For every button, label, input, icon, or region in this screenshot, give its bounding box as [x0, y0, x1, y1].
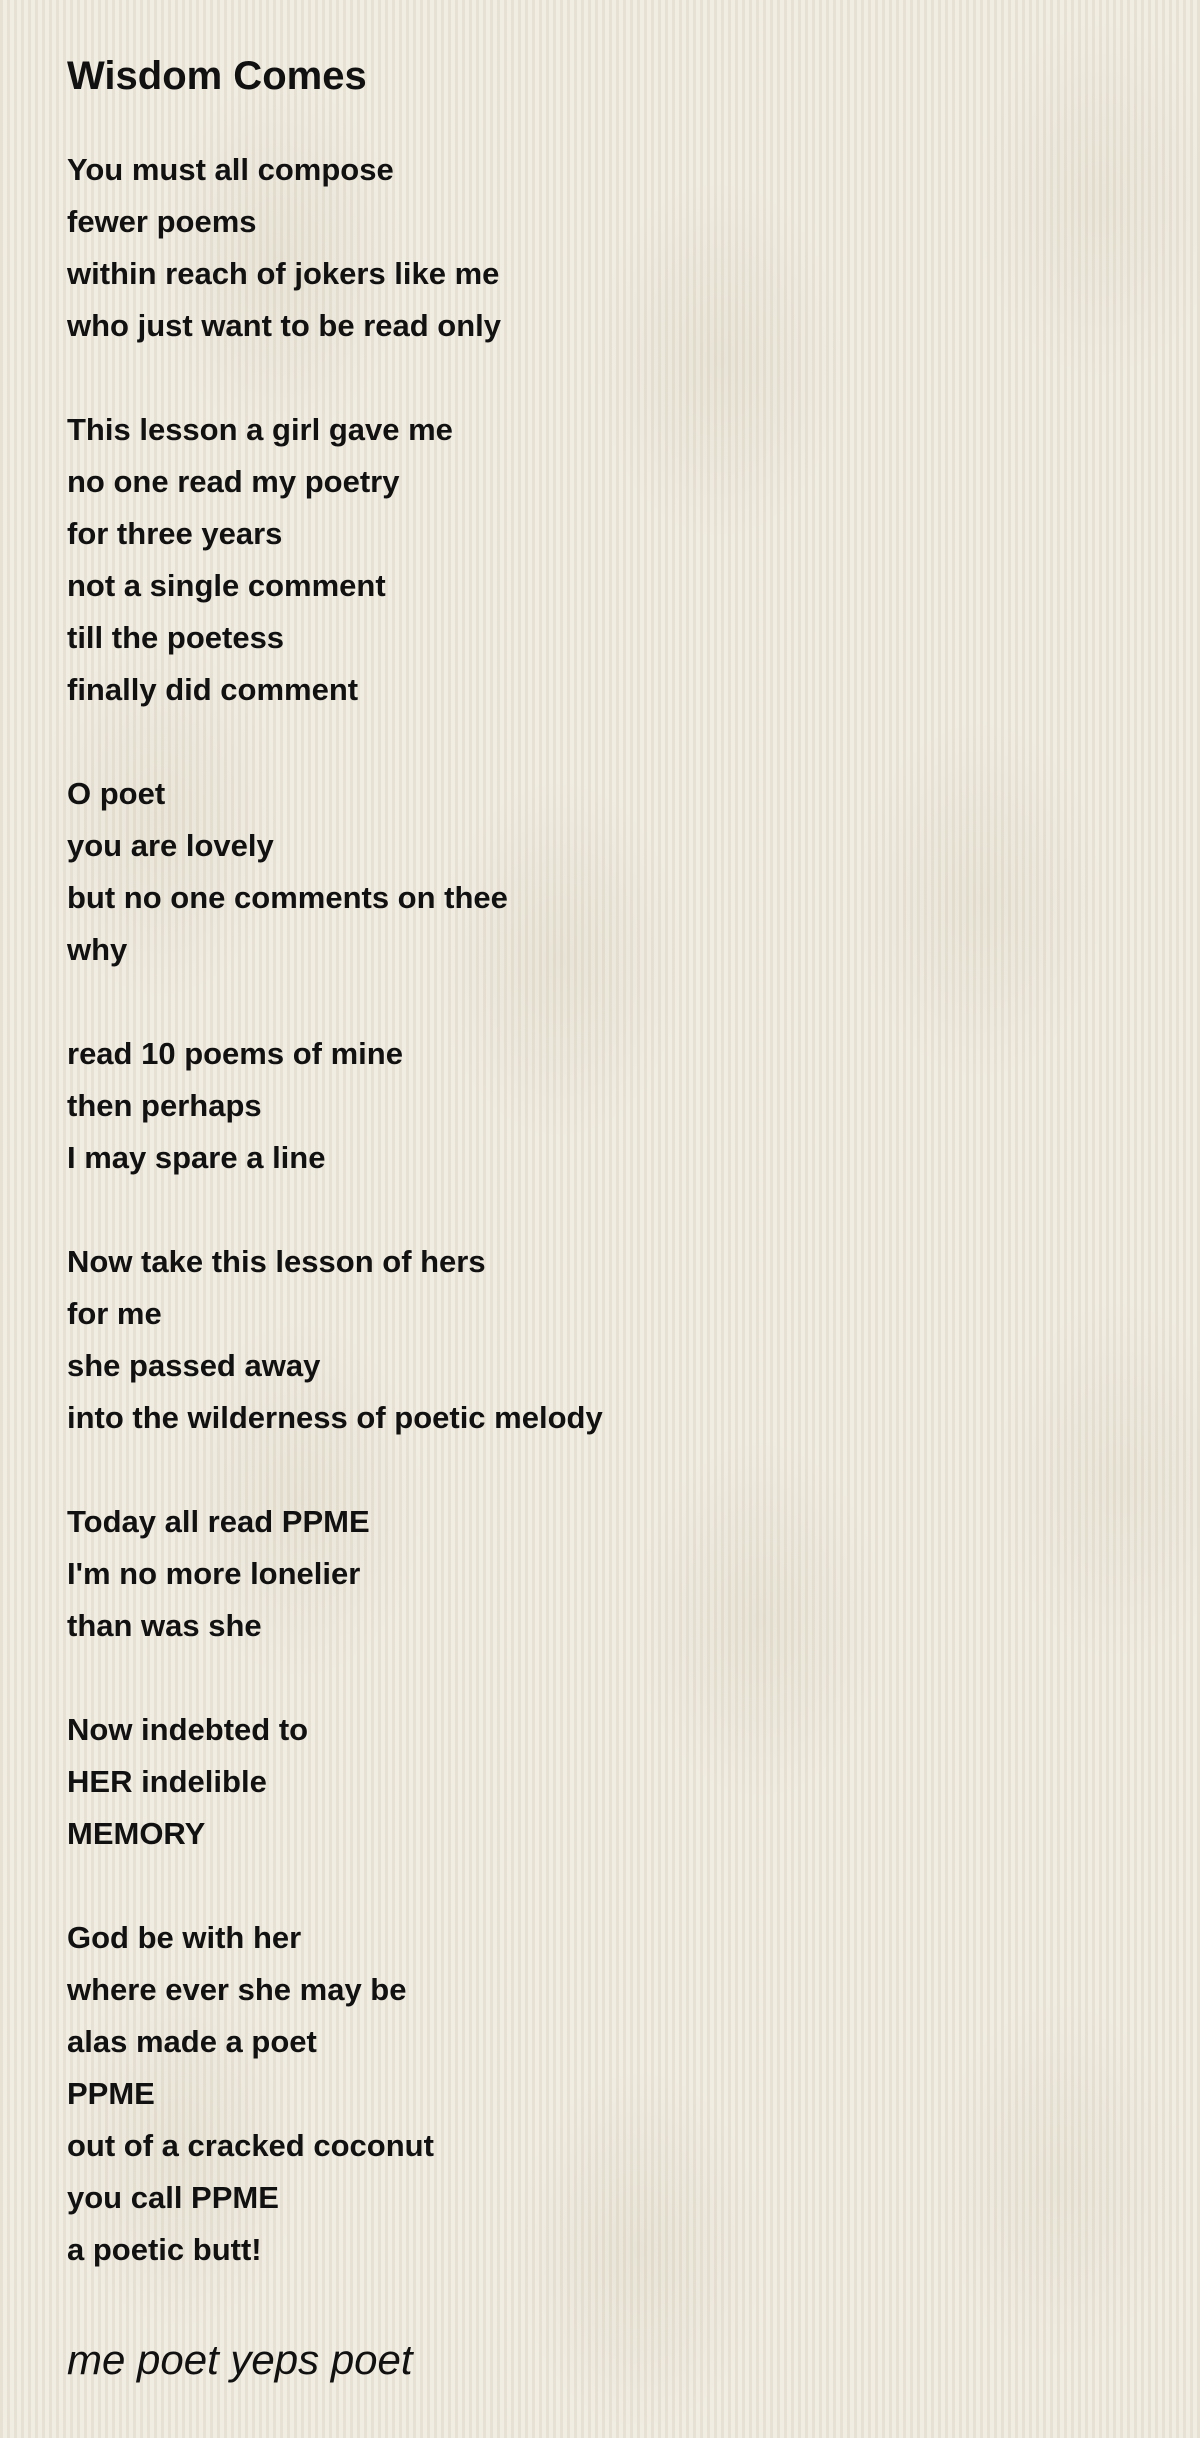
poem-stanza — [67, 404, 603, 716]
poem-line: for three years — [67, 516, 283, 551]
poem-line: you are lovely — [67, 828, 274, 863]
poem-title: Wisdom Comes — [67, 54, 367, 98]
poem-line: within reach of jokers like me — [67, 256, 500, 291]
poem-stanza — [67, 1236, 603, 1444]
poem-line: a poetic butt! — [67, 2232, 262, 2267]
poem-line: who just want to be read only — [67, 308, 502, 343]
poem-container — [67, 48, 1147, 2267]
poem-line: where ever she may be — [67, 1972, 407, 2007]
poem-line: into the wilderness of poetic melody — [67, 1400, 603, 1435]
poem-line: for me — [67, 1296, 162, 1331]
poem-line: than was she — [67, 1608, 262, 1643]
poem-line: Now indebted to — [67, 1712, 309, 1747]
poem-stanza — [67, 1028, 603, 1184]
poem-line: alas made a poet — [67, 2024, 317, 2059]
poem-stanza — [67, 1496, 603, 1652]
poem-line: Now take this lesson of hers — [67, 1244, 486, 1279]
poem-line: but no one comments on thee — [67, 880, 508, 915]
poem-line: HER indelible — [67, 1764, 267, 1799]
poem-line: she passed away — [67, 1348, 321, 1383]
poem-line: I'm no more lonelier — [67, 1556, 361, 1591]
poem-line: not a single comment — [67, 568, 386, 603]
poem-line: God be with her — [67, 1920, 302, 1955]
poem-author[interactable]: me poet yeps poet — [67, 2336, 413, 2383]
poem-line: You must all compose — [67, 152, 394, 187]
poem-stanza — [67, 1912, 603, 2276]
poem-stanza — [67, 768, 603, 976]
poem-line: read 10 poems of mine — [67, 1036, 403, 1071]
poem-stanza — [67, 1704, 603, 1860]
poem-line: I may spare a line — [67, 1140, 326, 1175]
poem-line: no one read my poetry — [67, 464, 400, 499]
poem-line: O poet — [67, 776, 166, 811]
poem-line: This lesson a girl gave me — [67, 412, 453, 447]
poem-line: finally did comment — [67, 672, 359, 707]
poem-line: then perhaps — [67, 1088, 262, 1123]
poem-body — [67, 144, 603, 2276]
poem-line: out of a cracked coconut — [67, 2128, 434, 2163]
poem-stanza — [67, 144, 603, 352]
poem-line: MEMORY — [67, 1816, 206, 1851]
poem-line: fewer poems — [67, 204, 257, 239]
poem-line: why — [67, 932, 128, 967]
poem-line: till the poetess — [67, 620, 285, 655]
poem-line: Today all read PPME — [67, 1504, 370, 1539]
poem-line: PPME — [67, 2076, 155, 2111]
poem-line: you call PPME — [67, 2180, 279, 2215]
